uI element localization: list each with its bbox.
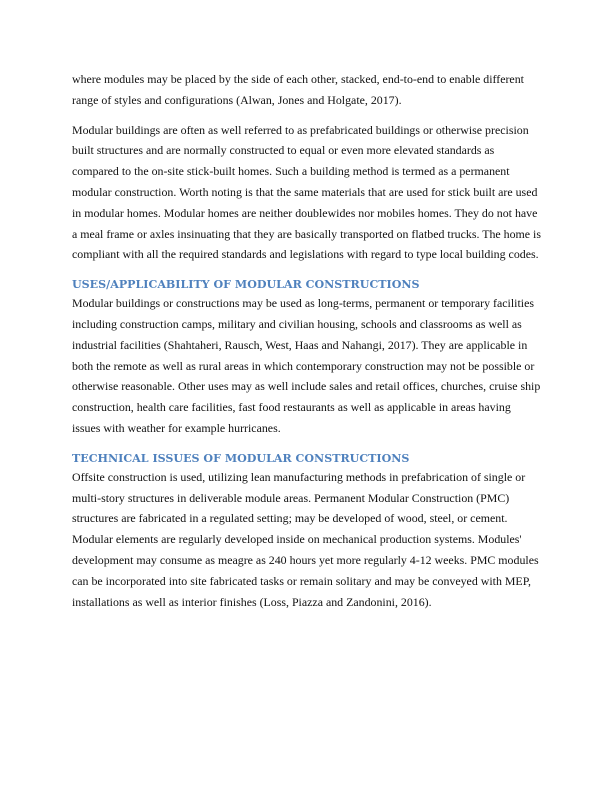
section-heading-uses: USES/APPLICABILITY OF MODULAR CONSTRUCTIONS: [72, 278, 420, 292]
document-page: [72, 69, 542, 621]
section-heading-technical: TECHNICAL ISSUES OF MODULAR CONSTRUCTIONS: [72, 451, 410, 465]
paragraph-continuation: where modules may be placed by the side of each other, stacked, end-to-end to enable different range of styles and configurations (Alwan, Jones and Holgate, 2017).: [72, 72, 524, 107]
paragraph-uses: Modular buildings or constructions may be used as long-terms, permanent or temporary facilities including construction camps, military and civilian housing, schools and classrooms as well as industrial facilities (Shahtaheri, Rausch, West, Haas and Nahangi, 2017). They are applicable in both the remote as well as rural areas in which contemporary construction may not be possible or otherwise reasonable. Other uses may as well include sales and retail offices, churches, cruise ship construction, health care facilities, fast food restaurants as well as applicable in areas having issues with weather for example hurricanes.: [72, 296, 541, 435]
paragraph-modular-buildings: Modular buildings are often as well referred to as prefabricated buildings or otherwise precision built structures and are normally constructed to equal or even more elevated standards as compared to the on-site stick-built homes. Such a building method is termed as a permanent modular construction. Worth noting is that the same materials that are used for stick built are used in modular homes. Modular homes are neither doublewides nor mobiles homes. They do not have a meal frame or axles insinuating that they are basically transported on flatbed trucks. The home is compliant with all the required standards and legislations with regard to type local building codes.: [72, 122, 541, 262]
paragraph-technical: Offsite construction is used, utilizing lean manufacturing methods in prefabrication of single or multi-story structures in deliverable module areas. Permanent Modular Construction (PMC) structures are fabricated in a regulated setting; may be developed of wood, steel, or cement. Modular elements are regularly developed inside on mechanical production systems. Modules' development may consume as meagre as 240 hours yet more regularly 4-12 weeks. PMC modules can be incorporated into site fabricated tasks or remain solitary and may be conveyed with MEP, installations as well as interior finishes (Loss, Piazza and Zandonini, 2016).: [72, 469, 539, 609]
